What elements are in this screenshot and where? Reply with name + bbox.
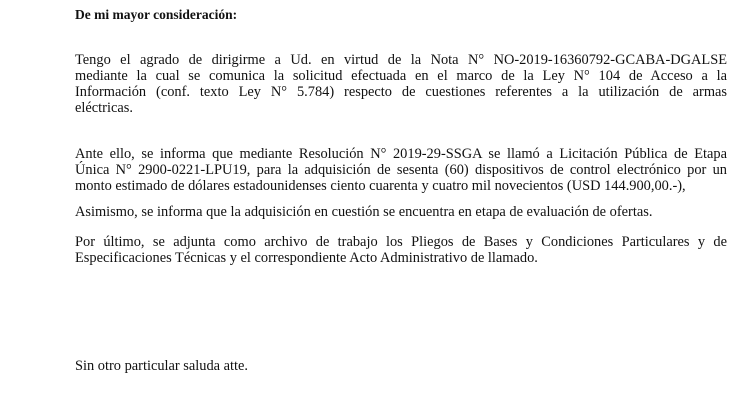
paragraph-line: Especificaciones Técnicas y el correspondiente Acto Administrativo de llamado. [75,250,538,266]
paragraph-nota-reference [75,52,727,116]
paragraph-line: mediante la cual se comunica la solicitud efectuada en el marco de la Ley N° 104 de Acceso a la [75,68,727,84]
paragraph-line: Asimismo, se informa que la adquisición en cuestión se encuentra en etapa de evaluación de ofertas. [75,204,653,220]
paragraph-line: eléctricas. [75,100,133,116]
paragraph-line: Información (conf. texto Ley N° 5.784) respecto de cuestiones referentes a la utilización de armas [75,84,727,100]
letter-closing: Sin otro particular saluda atte. [75,358,249,374]
paragraph-resolucion [75,146,727,194]
letter-greeting: De mi mayor consideración: [75,7,238,22]
paragraph-line: monto estimado de dólares estadounidenses ciento cuarenta y cuatro mil novecientos (USD 144.900,00.-), [75,178,686,194]
paragraph-line: Por último, se adjunta como archivo de trabajo los Pliegos de Bases y Condiciones Particulares y de [75,234,727,250]
paragraph-line: Tengo el agrado de dirigirme a Ud. en virtud de la Nota N° NO-2019-16360792-GCABA-DGALSE [75,52,727,68]
paragraph-line: Ante ello, se informa que mediante Resolución N° 2019-29-SSGA se llamó a Licitación Pública de Etapa [75,146,727,162]
paragraph-adjunto [75,234,727,266]
paragraph-evaluacion [75,204,727,220]
paragraph-line: Única N° 2900-0221-LPU19, para la adquisición de sesenta (60) dispositivos de control electrónico por un [75,162,727,178]
